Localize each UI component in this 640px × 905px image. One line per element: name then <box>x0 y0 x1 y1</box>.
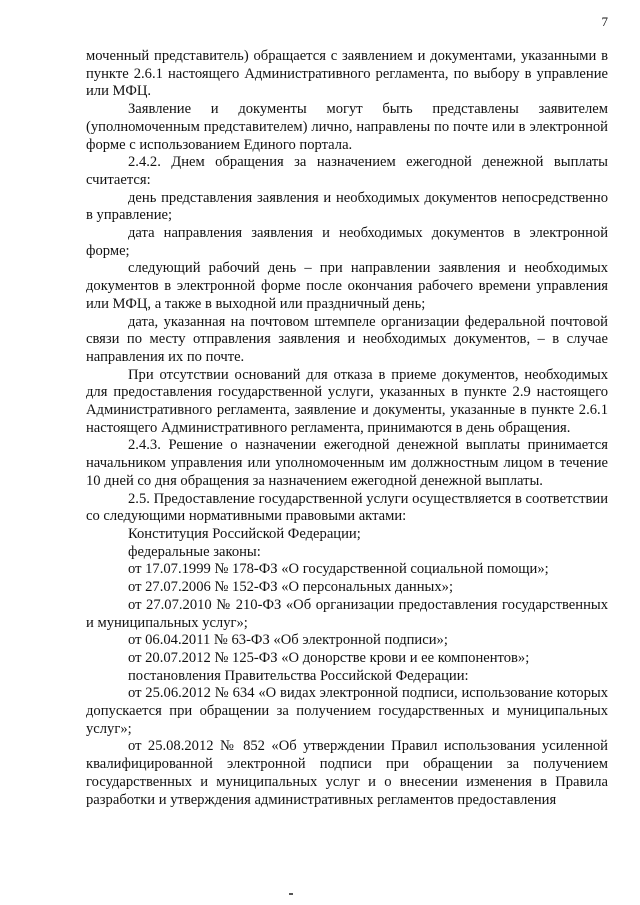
list-item-law-210-fz: от 27.07.2010 № 210-ФЗ «Об организации предоставления государственных и муниципальных услуг»; <box>86 596 608 631</box>
paragraph-next-working-day: следующий рабочий день – при направлении заявления и необходимых документов в электронной форме после окончания рабочего времени управления или МФЦ, а также в выходной или праздничный день; <box>86 260 608 312</box>
page-number: 7 <box>601 14 608 29</box>
paragraph-direct-submission-day: день представления заявления и необходимых документов непосредственно в управление; <box>86 189 608 224</box>
list-item-government-decrees-heading: постановления Правительства Российской Федерации: <box>128 667 469 684</box>
list-item-law-125-fz: от 20.07.2012 № 125-ФЗ «О донорстве крови и ее компонентов»; <box>128 649 530 666</box>
list-item-constitution: Конституция Российской Федерации; <box>128 525 361 542</box>
paragraph-postmark-date: дата, указанная на почтовом штемпеле организации федеральной почтовой связи по месту отправления заявления и необходимых документов, – в случае направления их по почте. <box>86 313 608 365</box>
list-item-law-63-fz: от 06.04.2011 № 63-ФЗ «Об электронной подписи»; <box>128 632 448 649</box>
paragraph-submission-methods: Заявление и документы могут быть представлены заявителем (уполномоченным представителем) лично, направлены по почте или в электронной форме с использованием Единого портала. <box>86 101 608 153</box>
scan-speck <box>289 893 293 895</box>
paragraph-2-4-3-decision: 2.4.3. Решение о назначении ежегодной денежной выплаты принимается начальником управления или уполномоченным им должностным лицом в течение 10 дней со дня обращения за назначением ежегодной денежной выплаты. <box>86 437 608 489</box>
list-item-decree-852: от 25.08.2012 № 852 «Об утверждении Правил использования усиленной квалифицированной электронной подписи при обращении за получением государственных и муниципальных услуг и о внесении изменения в Правила разработки и утверждения административных регламентов предоставления <box>86 738 608 808</box>
paragraph-2-4-2-heading: 2.4.2. Днем обращения за назначением ежегодной денежной выплаты считается: <box>86 154 608 188</box>
paragraph-representative-applies: моченный представитель) обращается с заявлением и документами, указанными в пункте 2.6.1 настоящего Административного регламента, по выбору в управление или МФЦ. <box>86 48 608 100</box>
list-item-federal-laws-heading: федеральные законы: <box>128 543 261 560</box>
document-body <box>86 48 608 809</box>
paragraph-2-5-legal-acts: 2.5. Предоставление государственной услуги осуществляется в соответствии со следующими нормативными правовыми актами: <box>86 490 608 525</box>
list-item-decree-634: от 25.06.2012 № 634 «О видах электронной подписи, использование которых допускается при обращении за получением государственных и муниципальных услуг»; <box>86 685 608 737</box>
list-item-law-178-fz: от 17.07.1999 № 178-ФЗ «О государственной социальной помощи»; <box>128 561 549 578</box>
paragraph-acceptance-of-documents: При отсутствии оснований для отказа в приеме документов, необходимых для предоставления государственной услуги, указанных в пункте 2.9 настоящего Административного регламента, заявление и документы, указанные в пункте 2.6.1 настоящего Административного регламента, принимаются в день обращения. <box>86 366 608 436</box>
paragraph-electronic-submission-date: дата направления заявления и необходимых документов в электронной форме; <box>86 225 608 259</box>
list-item-law-152-fz: от 27.07.2006 № 152-ФЗ «О персональных данных»; <box>128 579 453 596</box>
